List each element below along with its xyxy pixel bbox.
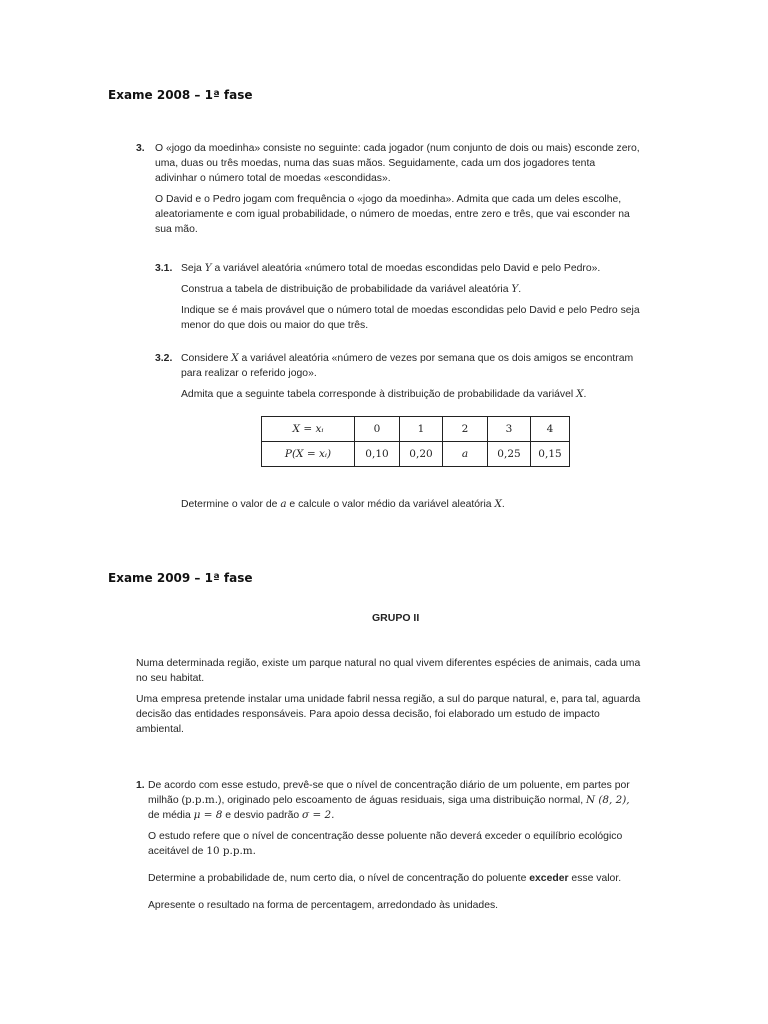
probability-distribution-table [261, 416, 570, 467]
question-1-line-1: De acordo com esse estudo, prevê-se que o nível de concentração diário de um poluente, em partes por [148, 780, 630, 791]
table-cell-p: a [443, 442, 488, 467]
question-3-1-body [181, 261, 641, 339]
question-1-line-2: milhão (p.p.m.), originado pelo escoamento de águas residuais, siga uma distribuição normal, N (8, 2), [148, 794, 630, 806]
table-row-probabilities [262, 442, 570, 467]
table-cell-p: 0,10 [355, 442, 400, 467]
table-cell-x: 4 [531, 417, 570, 442]
question-1-task: Determine a probabilidade de, num certo dia, o nível de concentração do poluente exceder esse valor. [148, 873, 622, 884]
table-cell-p: 0,20 [400, 442, 443, 467]
question-1-statement: O estudo refere que o nível de concentração desse poluente não deverá exceder o equilíbrio ecológico aceitável de 10 p.p.m. [148, 831, 623, 857]
question-3-2-line-2: Admita que a seguinte tabela corresponde à distribuição de probabilidade da variável X. [181, 388, 587, 400]
intro-paragraph-1: Numa determinada região, existe um parque natural no qual vivem diferentes espécies de animais, cada uma no seu habitat. [136, 658, 641, 684]
question-3-intro: O «jogo da moedinha» consiste no seguinte: cada jogador (num conjunto de dois ou mais) esconde zero, uma, duas ou três moedas, numa das suas mãos. Seguidamente, cada um dos jogadores tenta adivinhar o número total de moedas «escondidas». [155, 143, 640, 184]
exam-2008-heading: Exame 2008 – 1ª fase [108, 88, 253, 102]
question-1-body [148, 778, 648, 919]
table-cell-p: 0,15 [531, 442, 570, 467]
table-cell-x: 0 [355, 417, 400, 442]
question-3-context: O David e o Pedro jogam com frequência o «jogo da moedinha». Admita que cada um deles escolhe, aleatoriamente e com igual probabilidade, o número de moedas, entre zero e três, que vai esconder na sua mão. [155, 194, 630, 235]
question-1-line-3: de média μ = 8 e desvio padrão σ = 2. [148, 809, 335, 821]
question-3-1-line-1: Seja Y a variável aleatória «número total de moedas escondidas pelo David e pelo Pedro». [181, 262, 601, 274]
question-1-format: Apresente o resultado na forma de percentagem, arredondado às unidades. [148, 900, 499, 911]
question-3-1-line-3: Indique se é mais provável que o número total de moedas escondidas pelo David e pelo Pedro seja menor do que dois ou maior do que três. [181, 305, 640, 331]
table-cell-x: 2 [443, 417, 488, 442]
question-3-2-number: 3.2. [155, 353, 173, 364]
question-3-2-body [181, 351, 641, 408]
exam-2009-heading: Exame 2009 – 1ª fase [108, 571, 253, 585]
question-3-body [155, 141, 640, 243]
question-3-1-line-2: Construa a tabela de distribuição de probabilidade da variável aleatória Y. [181, 283, 522, 295]
table-cell-x: 1 [400, 417, 443, 442]
table-row-values [262, 417, 570, 442]
group-title: GRUPO II [372, 612, 420, 624]
table-cell-p: 0,25 [488, 442, 531, 467]
question-1-number: 1. [136, 780, 145, 791]
table-header-x: X = xᵢ [262, 417, 355, 442]
table-cell-x: 3 [488, 417, 531, 442]
group-2-intro [136, 656, 641, 743]
table-header-p: P(X = xᵢ) [262, 442, 355, 467]
question-3-2-line-1: Considere X a variável aleatória «número de vezes por semana que os dois amigos se encontram para realizar o referido jogo». [181, 352, 634, 379]
question-3-2-task: Determine o valor de a e calcule o valor médio da variável aleatória X. [181, 498, 505, 510]
question-3-number: 3. [136, 143, 145, 154]
question-3-1-number: 3.1. [155, 263, 173, 274]
intro-paragraph-2: Uma empresa pretende instalar uma unidade fabril nessa região, a sul do parque natural, e, para tal, aguarda decisão das entidades responsáveis. Para apoio dessa decisão, foi elaborado um estudo de impacto ambiental. [136, 694, 641, 735]
